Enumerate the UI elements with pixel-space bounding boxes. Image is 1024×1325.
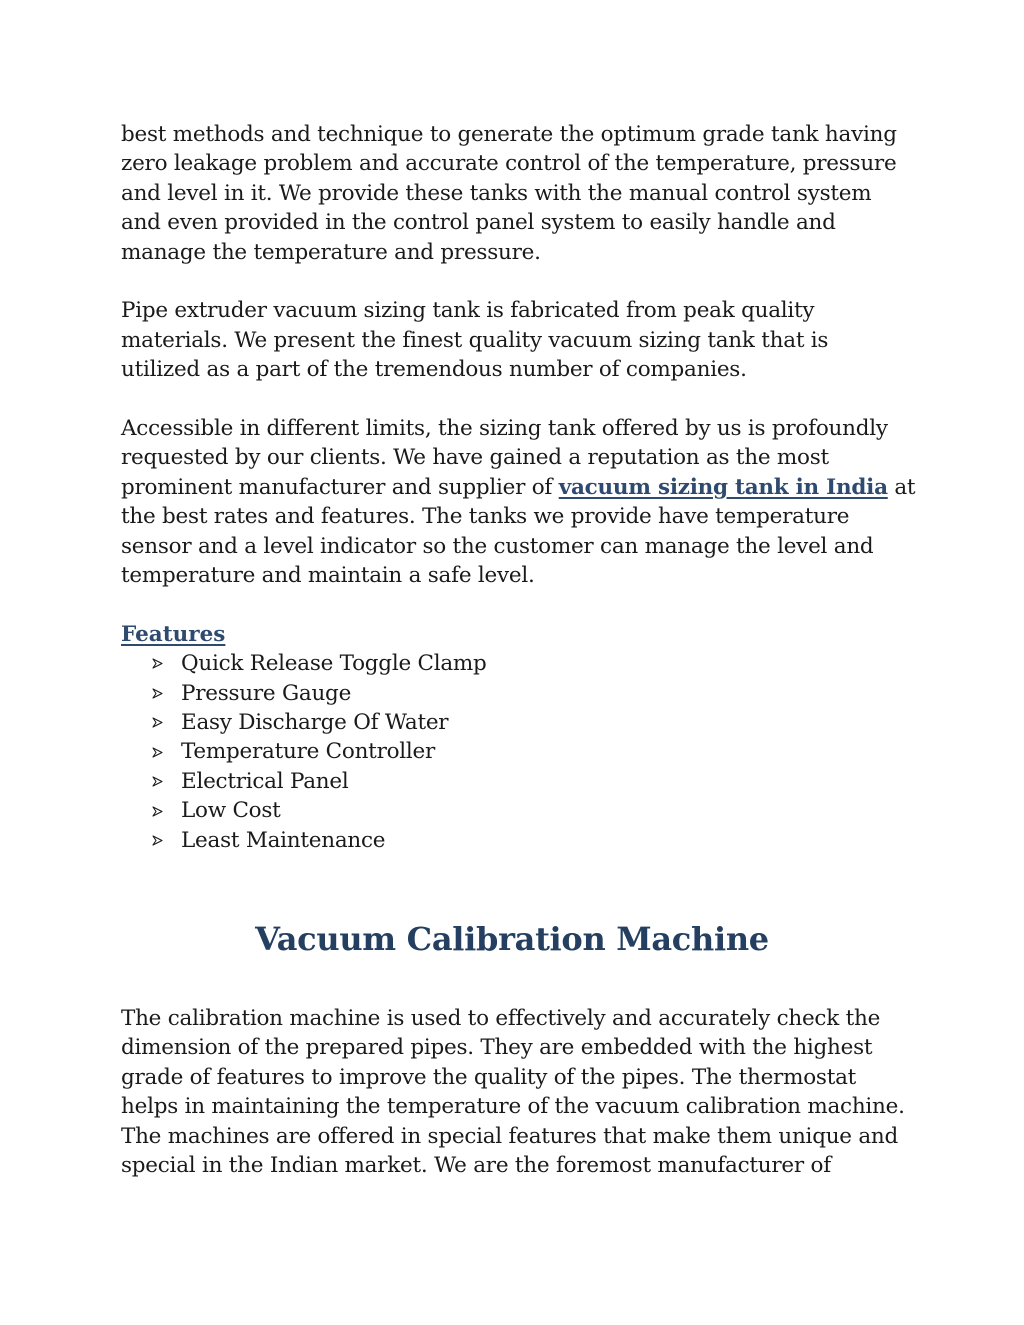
text-line: temperature and maintain a safe level. [121, 563, 535, 589]
list-item [152, 679, 911, 708]
arrowhead-bullet-icon [152, 688, 181, 699]
feature-label: Pressure Gauge [181, 680, 352, 706]
text-line: sensor and a level indicator so the customer can manage the level and [121, 533, 874, 559]
arrowhead-bullet-icon [152, 835, 181, 846]
list-item [152, 737, 911, 766]
text-line: Accessible in different limits, the sizing tank offered by us is profoundly [121, 416, 888, 442]
features-heading-link[interactable]: Features [121, 621, 226, 647]
vacuum-sizing-tank-link[interactable]: vacuum sizing tank in India [558, 474, 888, 500]
list-item [152, 649, 911, 678]
materials-paragraph [121, 296, 911, 384]
calibration-paragraph [121, 1004, 911, 1180]
arrowhead-bullet-icon [152, 717, 181, 728]
feature-label: Temperature Controller [181, 739, 436, 765]
text-line: the best rates and features. The tanks we provide have temperature [121, 504, 850, 530]
text-line-with-link [121, 473, 916, 502]
arrowhead-bullet-icon [152, 747, 181, 758]
features-section [121, 620, 911, 855]
feature-label: Least Maintenance [181, 827, 386, 853]
features-list [121, 649, 911, 855]
section-title: Vacuum Calibration Machine [255, 920, 769, 958]
text-line: zero leakage problem and accurate control of the temperature, pressure [121, 151, 897, 177]
text-line: utilized as a part of the tremendous number of companies. [121, 357, 747, 383]
text-line: special in the Indian market. We are the foremost manufacturer of [121, 1153, 831, 1179]
arrowhead-bullet-icon [152, 658, 181, 669]
text-line: Pipe extruder vacuum sizing tank is fabricated from peak quality [121, 298, 815, 324]
text-segment: prominent manufacturer and supplier of [121, 474, 559, 500]
text-segment: at [887, 474, 916, 500]
intro-paragraph [121, 120, 911, 267]
text-line: manage the temperature and pressure. [121, 239, 541, 265]
list-item [152, 708, 911, 737]
text-line: The machines are offered in special features that make them unique and [121, 1123, 899, 1149]
list-item [152, 796, 911, 825]
feature-label: Electrical Panel [181, 768, 349, 794]
text-line: The calibration machine is used to effectively and accurately check the [121, 1006, 881, 1031]
text-line: dimension of the prepared pipes. They are embedded with the highest [121, 1035, 873, 1061]
reputation-paragraph [121, 414, 916, 590]
feature-label: Low Cost [181, 798, 281, 824]
text-line: grade of features to improve the quality of the pipes. The thermostat [121, 1064, 857, 1090]
text-line: and level in it. We provide these tanks with the manual control system [121, 180, 872, 206]
document-body [121, 120, 916, 855]
text-line: helps in maintaining the temperature of the vacuum calibration machine. [121, 1094, 905, 1120]
arrowhead-bullet-icon [152, 806, 181, 817]
arrowhead-bullet-icon [152, 776, 181, 787]
text-line: requested by our clients. We have gained a reputation as the most [121, 445, 829, 471]
calibration-section [121, 1004, 911, 1210]
text-line: and even provided in the control panel system to easily handle and [121, 210, 836, 236]
feature-label: Quick Release Toggle Clamp [181, 651, 487, 677]
feature-label: Easy Discharge Of Water [181, 710, 449, 736]
list-item [152, 767, 911, 796]
list-item [152, 826, 911, 855]
text-line: best methods and technique to generate the optimum grade tank having [121, 122, 897, 147]
text-line: materials. We present the finest quality vacuum sizing tank that is [121, 327, 829, 353]
